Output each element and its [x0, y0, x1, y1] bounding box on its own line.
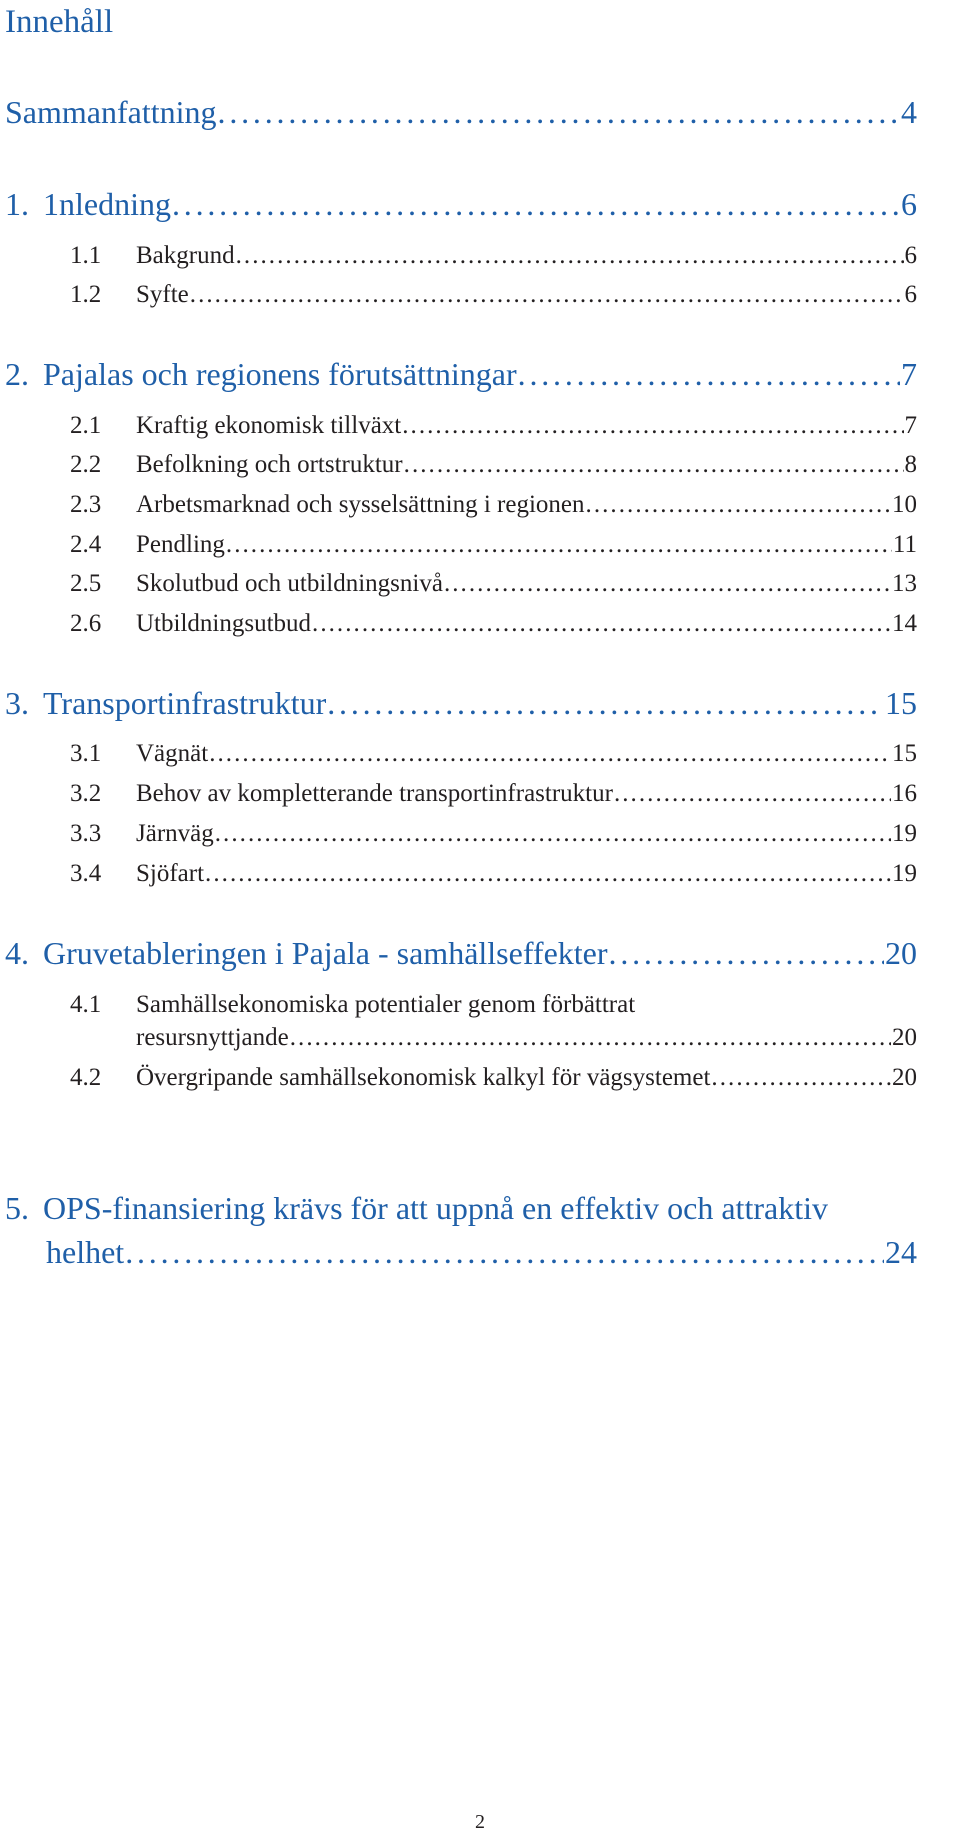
toc-entry-3-3[interactable] — [70, 816, 917, 852]
toc-entry-number: 4.1 — [70, 991, 102, 1018]
toc-entry-page: 20 — [892, 1064, 917, 1091]
toc-entry-page: 10 — [892, 491, 917, 518]
toc-entry-page: 7 — [904, 412, 917, 439]
dot-leader — [190, 277, 904, 313]
toc-entry-number: 2.3 — [70, 491, 102, 518]
toc-entry-page: 20 — [892, 1024, 917, 1051]
toc-entry-text: Pajalas och regionens förutsättningar — [43, 356, 517, 392]
dot-leader — [226, 527, 892, 563]
toc-entry-page: 14 — [892, 610, 917, 637]
dot-leader — [218, 92, 900, 132]
dot-leader — [215, 816, 891, 852]
toc-entry-number: 2.6 — [70, 610, 102, 637]
toc-entry-page: 24 — [885, 1234, 917, 1270]
dot-leader — [125, 1232, 884, 1272]
dot-leader — [205, 856, 891, 892]
toc-entry-text: Pendling — [136, 531, 225, 558]
toc-entry-3-1[interactable] — [70, 736, 917, 772]
toc-entry-text: Arbetsmarknad och sysselsättning i regionen — [136, 491, 585, 518]
dot-leader — [609, 933, 884, 973]
toc-entry-2-3[interactable] — [70, 487, 917, 523]
toc-entry-number: 2. — [5, 356, 29, 392]
toc-entry-page: 13 — [892, 570, 917, 597]
toc-entry-3-2[interactable] — [70, 776, 917, 812]
dot-leader — [711, 1060, 891, 1096]
toc-title: Innehåll — [5, 4, 114, 40]
dot-leader — [312, 606, 891, 642]
toc-entry-4-1-line1[interactable] — [70, 987, 917, 1023]
toc-entry-number: 2.2 — [70, 451, 102, 478]
toc-entry-number: 1. — [5, 186, 29, 222]
toc-entry-2-1[interactable] — [70, 408, 917, 444]
dot-leader — [404, 447, 904, 483]
toc-entry-text: Bakgrund — [136, 242, 235, 269]
dot-leader — [327, 683, 884, 723]
toc-entry-chapter-4[interactable] — [5, 933, 917, 973]
toc-entry-text: Sammanfattning — [5, 94, 217, 130]
toc-entry-number: 3.1 — [70, 740, 102, 767]
toc-entry-text: Gruvetableringen i Pajala - samhällseffekter — [43, 935, 608, 971]
toc-entry-text: 1nledning — [43, 186, 171, 222]
toc-entry-page: 4 — [901, 94, 917, 130]
toc-entry-number: 5. — [5, 1190, 29, 1226]
dot-leader — [444, 566, 891, 602]
toc-entry-number: 2.5 — [70, 570, 102, 597]
toc-entry-4-2[interactable] — [70, 1060, 917, 1096]
toc-entry-text: Syfte — [136, 281, 189, 308]
toc-entry-2-4[interactable] — [70, 527, 917, 563]
toc-entry-number: 3. — [5, 685, 29, 721]
toc-entry-1-2[interactable] — [70, 277, 917, 313]
toc-entry-text: Transportinfrastruktur — [43, 685, 327, 721]
toc-entry-number: 4. — [5, 935, 29, 971]
toc-entry-page: 6 — [904, 281, 917, 308]
toc-entry-number: 1.2 — [70, 281, 102, 308]
toc-entry-text: Kraftig ekonomisk tillväxt — [136, 412, 402, 439]
dot-leader — [518, 354, 900, 394]
toc-entry-page: 6 — [901, 186, 917, 222]
toc-entry-text: resursnyttjande — [136, 1024, 289, 1051]
toc-entry-2-5[interactable] — [70, 566, 917, 602]
toc-entry-page: 15 — [892, 740, 917, 767]
toc-entry-chapter-3[interactable] — [5, 683, 917, 723]
toc-entry-text: Övergripande samhällsekonomisk kalkyl för vägsystemet — [136, 1064, 711, 1091]
dot-leader — [402, 408, 903, 444]
toc-entry-1-1[interactable] — [70, 238, 917, 274]
toc-entry-number: 3.3 — [70, 820, 102, 847]
toc-entry-text-line1: Samhällsekonomiska potentialer genom förbättrat — [136, 991, 636, 1018]
dot-leader — [236, 238, 904, 274]
toc-entry-text: Behov av kompletterande transportinfrastruktur — [136, 780, 613, 807]
dot-leader — [586, 487, 891, 523]
toc-entry-text: helhet — [46, 1234, 125, 1270]
toc-entry-page: 15 — [885, 685, 917, 721]
toc-entry-text: Utbildningsutbud — [136, 610, 312, 637]
toc-entry-text-line1: OPS-finansiering krävs för att uppnå en effektiv och attraktiv — [43, 1190, 828, 1226]
toc-entry-text: Vägnät — [136, 740, 209, 767]
toc-entry-sammanfattning[interactable] — [5, 92, 917, 132]
toc-entry-number: 1.1 — [70, 242, 102, 269]
toc-entry-page: 7 — [901, 356, 917, 392]
toc-entry-number: 2.1 — [70, 412, 102, 439]
dot-leader — [290, 1020, 891, 1056]
toc-entry-text: Skolutbud och utbildningsnivå — [136, 570, 443, 597]
toc-entry-page: 19 — [892, 820, 917, 847]
toc-entry-2-6[interactable] — [70, 606, 917, 642]
toc-entry-chapter-1[interactable] — [5, 184, 917, 224]
toc-entry-chapter-5[interactable] — [46, 1232, 917, 1272]
toc-entry-chapter-2[interactable] — [5, 354, 917, 394]
toc-entry-text: Järnväg — [136, 820, 214, 847]
dot-leader — [172, 184, 900, 224]
toc-entry-3-4[interactable] — [70, 856, 917, 892]
toc-entry-text: Befolkning och ortstruktur — [136, 451, 403, 478]
toc-entry-number: 3.2 — [70, 780, 102, 807]
toc-entry-number: 2.4 — [70, 531, 102, 558]
toc-entry-text: Sjöfart — [136, 860, 205, 887]
dot-leader — [614, 776, 891, 812]
toc-entry-4-1[interactable] — [136, 1020, 917, 1056]
dot-leader — [209, 736, 891, 772]
toc-entry-page: 19 — [892, 860, 917, 887]
toc-entry-page: 20 — [885, 935, 917, 971]
page-number: 2 — [475, 1811, 485, 1833]
toc-entry-page: 8 — [904, 451, 917, 478]
toc-entry-page: 11 — [892, 531, 917, 558]
toc-entry-2-2[interactable] — [70, 447, 917, 483]
toc-entry-number: 3.4 — [70, 860, 102, 887]
toc-entry-number: 4.2 — [70, 1064, 102, 1091]
toc-entry-page: 16 — [892, 780, 917, 807]
toc-entry-chapter-5-line1[interactable] — [5, 1188, 917, 1228]
toc-entry-page: 6 — [904, 242, 917, 269]
